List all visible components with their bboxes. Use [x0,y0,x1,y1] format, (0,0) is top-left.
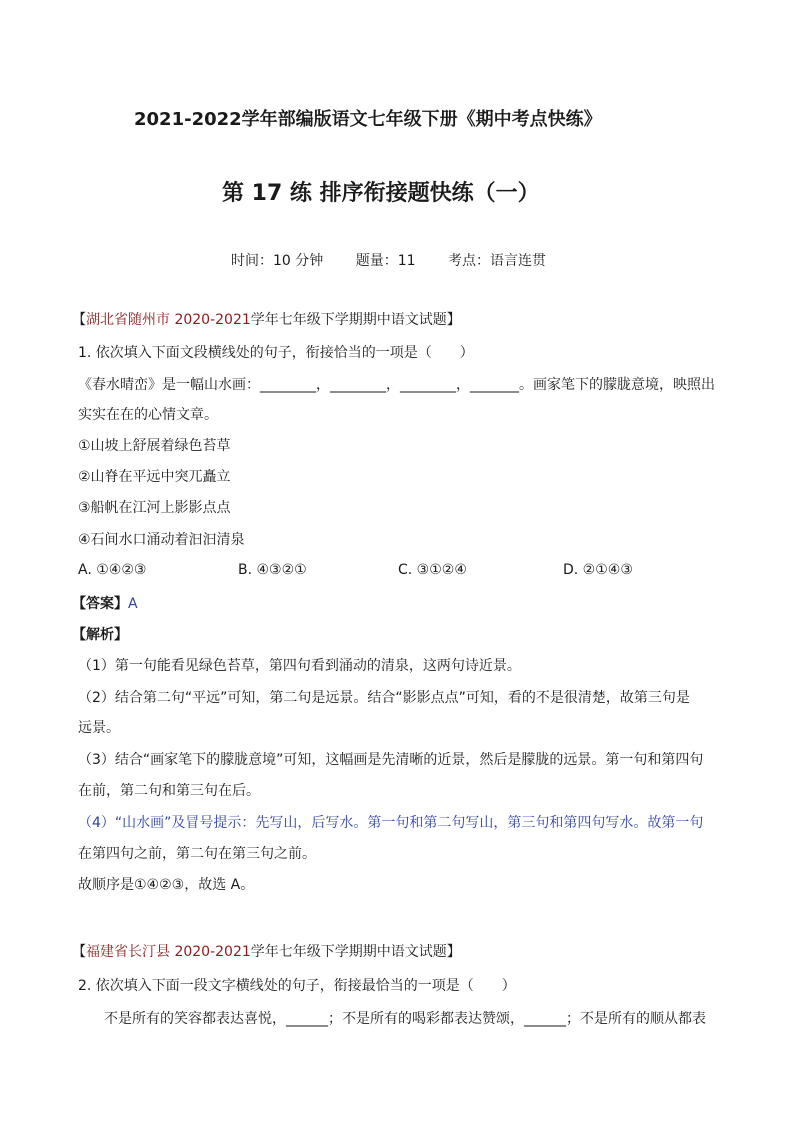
q1-passage-line-2: 实实在在的心情文章。 [78,407,218,423]
q1-analysis-line-4: （3）结合“画家笔下的朦胧意境”可知，这幅画是先清晰的近景，然后是朦胧的远景。第一句和第四句 [78,752,704,768]
q1-option-b: B. ④③②① [238,562,307,578]
q1-option-c: C. ③①②④ [398,562,467,578]
q1-passage-line-1: 《春水晴峦》是一幅山水画：________，________，________，_______。画家笔下的朦胧意境，映照出 [78,377,715,393]
q1-stem: 1. 依次填入下面文段横线处的句子，衔接恰当的一项是（ ） [78,345,474,361]
q1-analysis-label: 【解析】 [72,627,128,643]
q1-analysis-line-5: 在前，第二句和第三句在后。 [78,783,260,799]
meta-point: 考点：语言连贯 [448,253,546,269]
q2-source: 【福建省长汀县 2020-2021学年七年级下学期期中语文试题】 [72,944,461,960]
q1-analysis-line-7: 在第四句之前，第二句在第三句之前。 [78,846,316,862]
q2-stem: 2. 依次填入下面一段文字横线处的句子，衔接最恰当的一项是（ ） [78,978,516,994]
q1-analysis-line-2: （2）结合第二句“平远”可知，第二句是远景。结合“影影点点”可知，看的不是很清楚，故第三句是 [78,690,690,706]
q1-analysis-line-1: （1）第一句能看见绿色苔草，第四句看到涌动的清泉，这两句诗近景。 [78,658,521,674]
q1-item-3: ③船帆在江河上影影点点 [78,500,231,516]
exercise-meta [231,250,574,270]
q2-passage-line-1: 不是所有的笑容都表达喜悦，______；不是所有的喝彩都表达赞颂，______；不是所有的顺从都表 [104,1011,706,1027]
document-title: 2021-2022学年部编版语文七年级下册《期中考点快练》 [134,109,602,130]
meta-time: 时间：10 分钟 [231,253,324,269]
q1-item-2: ②山脊在平远中突兀矗立 [78,469,231,485]
q1-analysis-line-3: 远景。 [78,720,120,736]
q1-answer: 【答案】A [72,596,138,612]
q1-source: 【湖北省随州市 2020-2021学年七年级下学期期中语文试题】 [72,312,461,328]
q1-item-4: ④石间水口涌动着汩汩清泉 [78,532,245,548]
q1-item-1: ①山坡上舒展着绿色苔草 [78,438,231,454]
meta-count: 题量：11 [355,253,416,269]
q1-analysis-line-6: （4）“山水画”及冒号提示：先写山，后写水。第一句和第二句写山，第三句和第四句写水。故第一句 [78,815,704,831]
document-subtitle: 第 17 练 排序衔接题快练（一） [222,181,540,206]
q1-option-d: D. ②①④③ [563,562,633,578]
q1-conclusion: 故顺序是①④②③，故选 A。 [78,877,255,893]
q1-option-a: A. ①④②③ [78,562,147,578]
